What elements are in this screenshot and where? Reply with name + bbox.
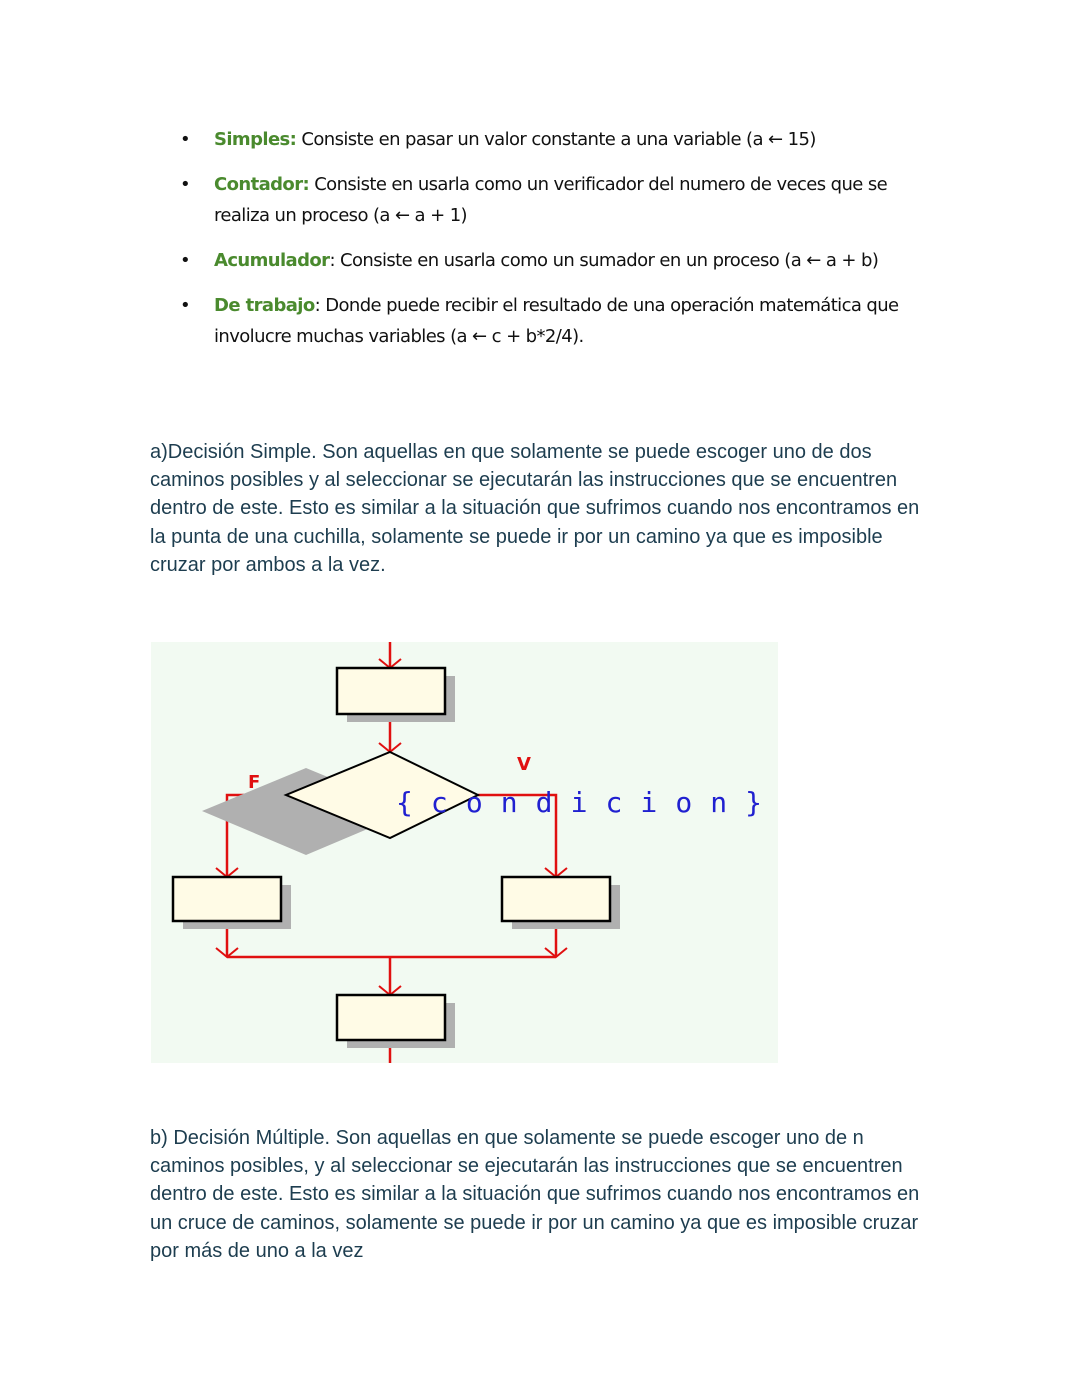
description: Consiste en usarla como un verificador del numero de veces que se realiza un proceso (a ← a + 1) [214, 174, 888, 226]
list-item [180, 290, 940, 352]
condition-label: {condicion} [396, 786, 768, 819]
description: Consiste en pasar un valor constante a una variable (a ← 15) [296, 129, 816, 150]
flowchart-diagram [151, 642, 778, 1063]
multiple-decision-paragraph: b) Decisión Múltiple. Son aquellas en que solamente se puede escoger uno de n caminos posibles, y al seleccionar se ejecutarán las instrucciones que se encuentren dentro de este. Esto es similar a la situación que sufrimos cuando nos encontramos en un cruce de caminos, solamente se puede ir por un camino ya que es imposible cruzar por más de uno a la vez [150, 1127, 920, 1262]
true-label: V [517, 754, 531, 775]
variable-types-list [180, 124, 940, 366]
description: Consiste en usarla como un sumador en un proceso (a ← a + b) [334, 250, 879, 271]
description: Donde puede recibir el resultado de una operación matemática que involucre muchas variables (a ← c + b*2/4). [214, 295, 899, 347]
term: Simples [214, 129, 290, 150]
process-box-top [337, 668, 455, 722]
list-item [180, 169, 940, 231]
term: Acumulador [214, 250, 330, 271]
process-box-bottom [337, 995, 455, 1048]
process-box-true [502, 877, 620, 929]
process-box-false [173, 877, 291, 929]
list-item [180, 245, 940, 276]
false-label: F [248, 772, 261, 793]
term-sep: : [302, 174, 310, 195]
term: Contador [214, 174, 303, 195]
term-sep: : [329, 250, 335, 271]
list-item [180, 124, 940, 155]
term: De trabajo [214, 295, 315, 316]
term-sep: : [289, 129, 297, 150]
simple-decision-paragraph: a)Decisión Simple. Son aquellas en que solamente se puede escoger uno de dos caminos posibles y al seleccionar se ejecutarán las instrucciones que se encuentren dentro de este. Esto es similar a la situación que sufrimos cuando nos encontramos en la punta de una cuchilla, solamente se puede ir por un camino ya que es imposible cruzar por ambos a la vez. [150, 441, 920, 576]
term-sep: : [314, 295, 321, 316]
